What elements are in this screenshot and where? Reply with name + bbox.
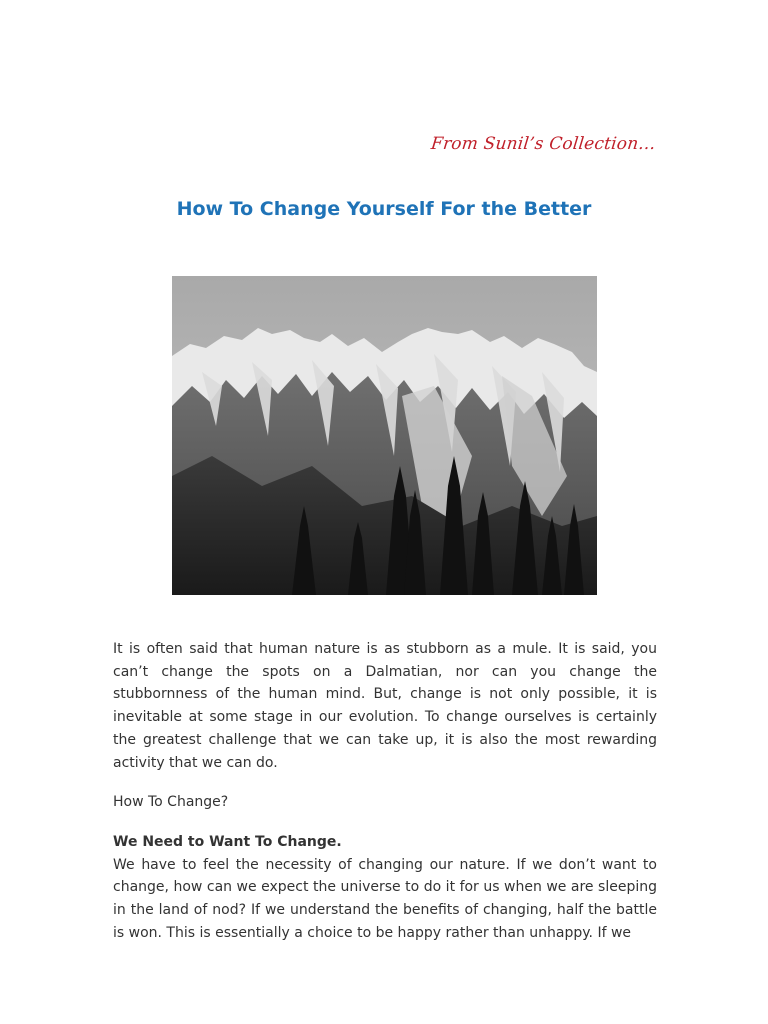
section-heading: We Need to Want To Change. [113,833,342,850]
article-title: How To Change Yourself For the Better [176,198,592,220]
article-body [113,638,657,944]
intro-paragraph: It is often said that human nature is as stubborn as a mule. It is said, you can’t change the spots on a Dalmatian, nor can you change the stubbornness of the human mind. But, change is not only possible, it is inevitable at some stage in our evolution. To change ourselves is certainly the greatest challenge that we can take up, it is also the most rewarding activity that we can do. [113,641,657,771]
mountain-photo [172,276,597,595]
how-to-change-line: How To Change? [113,794,229,811]
collection-note: From Sunil’s Collection… [430,134,658,154]
section-paragraph: We have to feel the necessity of changing our nature. If we don’t want to change, how can we expect the universe to do it for us when we are sleeping in the land of nod? If we understand the benefits of changing, half the battle is won. This is essentially a choice to be happy rather than unhappy. If we [113,856,657,941]
